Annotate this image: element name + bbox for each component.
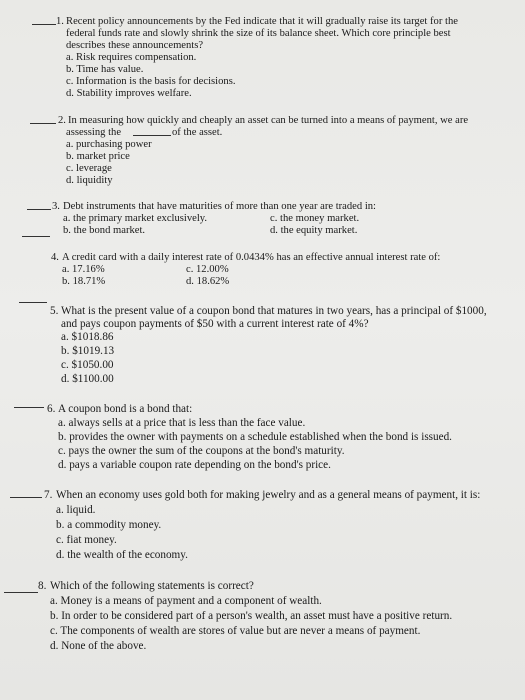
option-a: a. $1018.86 [61,331,114,343]
question-number: 1. [56,16,64,27]
inline-blank [133,135,171,136]
option-b: b. the bond market. [63,225,146,236]
question-number: 8. [38,580,47,592]
question-stem-line: describes these announcements? [66,40,204,51]
option-a: a. purchasing power [66,139,152,150]
option-c: c. The components of wealth are stores of value but are never a means of payment. [50,625,421,637]
answer-blank [10,497,42,498]
option-d: d. Stability improves welfare. [66,88,192,99]
question-stem-line: A credit card with a daily interest rate of 0.0434% has an effective annual interest rate of: [62,252,441,263]
option-c: c. 12.00% [186,264,229,275]
answer-blank [27,209,51,210]
option-a: a. Money is a means of payment and a component of wealth. [50,595,322,607]
question-stem-line: assessing the [66,127,122,138]
option-d: d. 18.62% [186,276,230,287]
question-number: 4. [51,252,59,263]
answer-blank [19,302,47,303]
option-a: a. always sells at a price that is less than the face value. [58,417,306,429]
option-b: b. 18.71% [62,276,106,287]
question-number: 3. [52,201,60,212]
option-b: b. a commodity money. [56,519,162,531]
option-c: c. fiat money. [56,534,117,546]
answer-blank [4,592,38,593]
question-stem-line: Debt instruments that have maturities of more than one year are traded in: [63,201,376,212]
option-c: c. Information is the basis for decisions. [66,76,236,87]
question-number: 5. [50,305,59,317]
option-d: d. liquidity [66,175,113,186]
option-b: b. market price [66,151,130,162]
option-c: c. $1050.00 [61,359,114,371]
option-d: d. the equity market. [270,225,358,236]
question-stem-line: What is the present value of a coupon bond that matures in two years, has a principal of $1000, [61,305,487,317]
question-stem-line: federal funds rate and slowly shrink the size of its balance sheet. Which core principle best [66,28,451,39]
option-a: a. the primary market exclusively. [63,213,208,224]
question-stem-line: and pays coupon payments of $50 with a current interest rate of 4%? [61,318,369,330]
question-stem-line: of the asset. [172,127,223,138]
option-c: c. leverage [66,163,112,174]
option-b: b. In order to be considered part of a person's wealth, an asset must have a positive return. [50,610,453,622]
question-stem-line: Recent policy announcements by the Fed indicate that it will gradually raise its target for the [66,16,458,27]
answer-blank [14,407,44,408]
question-stem-line: In measuring how quickly and cheaply an asset can be turned into a means of payment, we are [68,115,469,126]
option-b: b. provides the owner with payments on a schedule established when the bond is issued. [58,431,452,443]
option-b: b. $1019.13 [61,345,115,357]
question-stem-line: A coupon bond is a bond that: [58,403,193,415]
question-stem-line: Which of the following statements is correct? [50,580,254,592]
option-c: c. the money market. [270,213,360,224]
answer-blank [32,24,56,25]
option-d: d. None of the above. [50,640,147,652]
answer-blank [30,123,56,124]
question-number: 6. [47,403,56,415]
option-d: d. the wealth of the economy. [56,549,188,561]
option-c: c. pays the owner the sum of the coupons at the bond's maturity. [58,445,345,457]
option-d: d. $1100.00 [61,373,114,385]
option-b: b. Time has value. [66,64,144,75]
question-number: 2. [58,115,66,126]
option-d: d. pays a variable coupon rate depending on the bond's price. [58,459,331,471]
question-number: 7. [44,489,53,501]
option-a: a. 17.16% [62,264,105,275]
answer-blank [22,236,50,237]
option-a: a. liquid. [56,504,96,516]
option-a: a. Risk requires compensation. [66,52,197,63]
question-stem-line: When an economy uses gold both for making jewelry and as a general means of payment, it is: [56,489,481,501]
